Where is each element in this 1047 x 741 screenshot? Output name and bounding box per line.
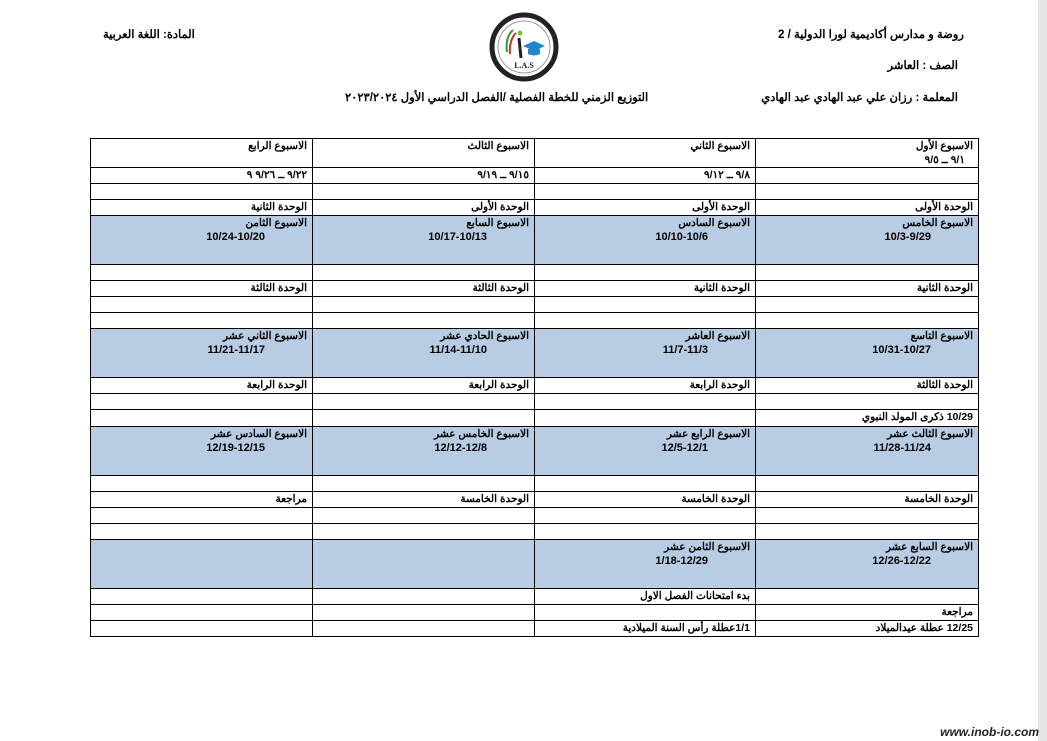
cell-text: الوحدة الخامسة xyxy=(904,493,973,505)
cell-text: الاسبوع الأول xyxy=(915,140,973,152)
cell-text: ٩/٨ ــ ٩/١٢ xyxy=(703,169,750,181)
table-cell xyxy=(535,329,756,378)
table-row xyxy=(91,265,979,281)
table-row xyxy=(91,605,979,621)
cell-text: الاسبوع التاسع xyxy=(910,330,973,342)
table-cell xyxy=(535,508,756,524)
cell-text: الاسبوع السادس عشر xyxy=(211,428,307,440)
table-row xyxy=(91,394,979,410)
table-cell xyxy=(535,605,756,621)
table-cell xyxy=(535,168,756,184)
cell-text: الوحدة الخامسة xyxy=(460,493,529,505)
table-cell xyxy=(91,297,313,313)
table-cell xyxy=(756,184,979,200)
week-row xyxy=(91,540,979,589)
cell-text: 12/25 عطلة عيدالميلاد xyxy=(875,622,973,634)
table-cell xyxy=(313,589,535,605)
table-cell xyxy=(535,410,756,427)
week-dates: 10/24-10/20 xyxy=(206,231,265,243)
table-cell xyxy=(313,200,535,216)
table-cell xyxy=(756,200,979,216)
cell-text: بدء امتحانات الفصل الاول xyxy=(640,590,750,602)
table-cell xyxy=(313,476,535,492)
table-cell xyxy=(313,184,535,200)
table-cell xyxy=(91,184,313,200)
cell-text: ٩/٢٢ ــ ٩/٢٦ ٩ xyxy=(246,169,307,181)
cell-text: الوحدة الثانية xyxy=(916,282,973,294)
table-cell xyxy=(91,378,313,394)
week-dates: 12/5-12/1 xyxy=(661,442,708,454)
table-row xyxy=(91,281,979,297)
week-dates: 11/28-11/24 xyxy=(873,442,931,454)
cell-text: الوحدة الثانية xyxy=(250,201,307,213)
cell-text: الاسبوع الخامس xyxy=(902,217,973,229)
cell-text: الاسبوع العاشر xyxy=(685,330,750,342)
table-row xyxy=(91,589,979,605)
table-cell xyxy=(535,621,756,637)
table-cell xyxy=(313,410,535,427)
table-cell xyxy=(91,329,313,378)
table-cell xyxy=(756,313,979,329)
table-cell xyxy=(313,492,535,508)
week-dates: ٩/١ ــ ٩/٥ xyxy=(924,154,965,166)
week-dates: 11/14-11/10 xyxy=(429,344,487,356)
table-cell xyxy=(313,265,535,281)
table-cell xyxy=(535,524,756,540)
cell-text: الاسبوع الثاني عشر xyxy=(223,330,307,342)
table-cell xyxy=(756,410,979,427)
table-cell xyxy=(91,139,313,168)
cell-text: الوحدة الأولى xyxy=(471,201,529,213)
table-cell xyxy=(535,184,756,200)
table-row xyxy=(91,492,979,508)
table-cell xyxy=(535,281,756,297)
table-cell xyxy=(535,265,756,281)
logo-text: L.A.S xyxy=(514,61,534,70)
table-cell xyxy=(91,216,313,265)
cell-text: ٩/١٥ ــ ٩/١٩ xyxy=(477,169,529,181)
table-cell xyxy=(756,394,979,410)
table-cell xyxy=(535,476,756,492)
week-dates: 11/7-11/3 xyxy=(662,344,708,356)
cell-text: الاسبوع الثالث xyxy=(467,140,529,152)
table-cell xyxy=(756,476,979,492)
table-cell xyxy=(535,313,756,329)
cell-text: الاسبوع الخامس عشر xyxy=(434,428,529,440)
cell-text: الاسبوع السادس xyxy=(678,217,750,229)
cell-text: الوحدة الخامسة xyxy=(681,493,750,505)
week-dates: 1/18-12/29 xyxy=(655,555,708,567)
table-cell xyxy=(91,410,313,427)
school-logo xyxy=(489,12,559,82)
table-cell xyxy=(756,621,979,637)
cell-text: الاسبوع السابع عشر xyxy=(885,541,973,553)
table-cell xyxy=(535,394,756,410)
table-cell xyxy=(313,524,535,540)
table-cell xyxy=(756,168,979,184)
cell-text: 1/1عطلة رأس السنة الميلادية xyxy=(622,622,750,634)
table-cell xyxy=(535,297,756,313)
cell-text: الوحدة الأولى xyxy=(915,201,973,213)
week-dates: 12/12-12/8 xyxy=(434,442,487,454)
table-cell xyxy=(756,589,979,605)
table-cell xyxy=(313,508,535,524)
table-row xyxy=(91,508,979,524)
table-row xyxy=(91,313,979,329)
table-cell xyxy=(535,427,756,476)
table-cell xyxy=(756,524,979,540)
table-cell xyxy=(91,621,313,637)
table-cell xyxy=(313,313,535,329)
table-cell xyxy=(313,297,535,313)
table-cell xyxy=(756,139,979,168)
table-row xyxy=(91,200,979,216)
table-cell xyxy=(91,589,313,605)
table-cell xyxy=(756,605,979,621)
table-cell xyxy=(91,313,313,329)
table-cell xyxy=(756,378,979,394)
table-row xyxy=(91,524,979,540)
teacher-name: المعلمة : رزان علي عبد الهادي عبد الهادي xyxy=(761,92,958,104)
cell-text: الاسبوع الثالث عشر xyxy=(887,428,973,440)
table-cell xyxy=(756,540,979,589)
cell-text: الوحدة الرابعة xyxy=(689,379,750,391)
cell-text: الوحدة الأولى xyxy=(692,201,750,213)
table-cell xyxy=(756,216,979,265)
watermark: www.inob-io.com xyxy=(940,725,1039,739)
table-cell xyxy=(756,297,979,313)
table-cell xyxy=(91,508,313,524)
cell-text: الوحدة الرابعة xyxy=(246,379,307,391)
table-cell xyxy=(313,216,535,265)
document-title: التوزيع الزمني للخطة الفصلية /الفصل الدراسي الأول ٢٠٢٣/٢٠٢٤ xyxy=(345,92,649,104)
page-edge xyxy=(1038,0,1047,741)
table-cell xyxy=(535,378,756,394)
week-dates: 12/19-12/15 xyxy=(206,442,265,454)
table-cell xyxy=(313,168,535,184)
table-cell xyxy=(313,329,535,378)
table-cell xyxy=(91,427,313,476)
table-cell xyxy=(535,540,756,589)
table-cell xyxy=(756,508,979,524)
table-cell xyxy=(91,492,313,508)
table-cell xyxy=(756,281,979,297)
table-cell xyxy=(91,524,313,540)
cell-text: الاسبوع الثامن xyxy=(245,217,307,229)
schedule-table xyxy=(90,138,979,637)
week-row xyxy=(91,427,979,476)
table-row xyxy=(91,297,979,313)
cell-text: الاسبوع السابع xyxy=(466,217,529,229)
table-cell xyxy=(535,589,756,605)
table-row xyxy=(91,621,979,637)
cell-text: مراجعة xyxy=(941,606,973,618)
school-name: روضة و مدارس أكاديمية لورا الدولية / 2 xyxy=(778,29,964,41)
table-row xyxy=(91,476,979,492)
cell-text: الاسبوع الثاني xyxy=(690,140,750,152)
table-cell xyxy=(313,427,535,476)
cell-text: الوحدة الثالثة xyxy=(472,282,529,294)
table-row xyxy=(91,184,979,200)
table-cell xyxy=(313,540,535,589)
table-cell xyxy=(535,139,756,168)
table-row xyxy=(91,168,979,184)
table-cell xyxy=(313,605,535,621)
week-dates: 11/21-11/17 xyxy=(207,344,265,356)
table-row xyxy=(91,378,979,394)
cell-text: الوحدة الثالثة xyxy=(250,282,307,294)
cell-text: الاسبوع الرابع عشر xyxy=(666,428,750,440)
table-cell xyxy=(91,168,313,184)
table-cell xyxy=(756,329,979,378)
table-cell xyxy=(756,492,979,508)
cell-text: الاسبوع الحادي عشر xyxy=(440,330,529,342)
week-dates: 10/17-10/13 xyxy=(428,231,487,243)
table-cell xyxy=(313,378,535,394)
cell-text: الاسبوع الرابع xyxy=(248,140,307,152)
week-dates: 12/26-12/22 xyxy=(872,555,931,567)
table-cell xyxy=(91,281,313,297)
header-row xyxy=(91,139,979,168)
week-row xyxy=(91,329,979,378)
table-cell xyxy=(91,200,313,216)
week-dates: 10/10-10/6 xyxy=(655,231,708,243)
cell-text: الوحدة الثانية xyxy=(693,282,750,294)
table-cell xyxy=(91,265,313,281)
table-cell xyxy=(91,394,313,410)
table-row xyxy=(91,410,979,427)
table-cell xyxy=(535,216,756,265)
week-row xyxy=(91,216,979,265)
cell-text: مراجعة xyxy=(275,493,307,505)
table-cell xyxy=(756,265,979,281)
table-cell xyxy=(313,394,535,410)
table-cell xyxy=(313,139,535,168)
table-cell xyxy=(91,605,313,621)
table-cell xyxy=(313,281,535,297)
week-dates: 10/3-9/29 xyxy=(884,231,931,243)
grade-label: الصف : العاشر xyxy=(887,60,958,72)
cell-text: 10/29 ذكرى المولد النبوي xyxy=(861,411,973,423)
table-cell xyxy=(756,427,979,476)
table-cell xyxy=(535,200,756,216)
cell-text: الاسبوع الثامن عشر xyxy=(664,541,750,553)
subject-label: المادة: اللغة العربية xyxy=(103,29,195,41)
week-dates: 10/31-10/27 xyxy=(872,344,931,356)
cell-text: الوحدة الرابعة xyxy=(468,379,529,391)
table-cell xyxy=(91,540,313,589)
table-cell xyxy=(91,476,313,492)
table-cell xyxy=(313,621,535,637)
table-cell xyxy=(535,492,756,508)
cell-text: الوحدة الثالثة xyxy=(916,379,973,391)
